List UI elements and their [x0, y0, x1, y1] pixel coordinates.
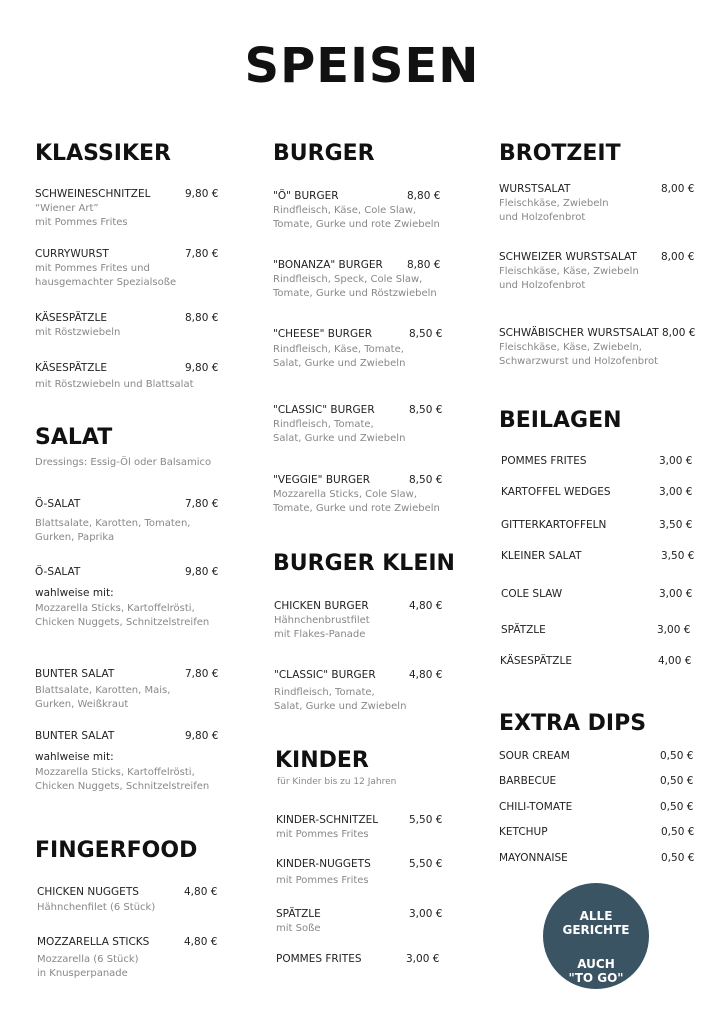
item-price: 9,80 €: [185, 730, 219, 742]
section-heading-burger-klein: BURGER KLEIN: [273, 551, 455, 576]
item-price: 4,80 €: [409, 600, 443, 612]
item-name: BUNTER SALAT: [35, 668, 115, 680]
item-price: 8,00 €: [662, 327, 696, 339]
item-price: 7,80 €: [185, 248, 219, 260]
item-name: MAYONNAISE: [499, 852, 568, 864]
item-description: Rindfleisch, Tomate, Salat, Gurke und Zwiebeln: [274, 687, 407, 712]
item-name: "CHEESE" BURGER: [273, 328, 373, 340]
section-heading-burger: BURGER: [273, 141, 375, 166]
section-heading-klassiker: KLASSIKER: [35, 141, 171, 166]
item-price: 9,80 €: [185, 566, 219, 578]
item-name: WURSTSALAT: [499, 183, 571, 195]
item-name: KÄSESPÄTZLE: [35, 362, 107, 374]
item-price: 8,00 €: [661, 183, 695, 195]
item-price: 3,50 €: [659, 519, 693, 531]
item-price: 3,00 €: [659, 455, 693, 467]
item-price: 4,80 €: [409, 669, 443, 681]
item-name: Ö-SALAT: [35, 566, 81, 578]
item-description: mit Pommes Frites: [276, 829, 369, 840]
section-heading-fingerfood: FINGERFOOD: [35, 838, 198, 863]
item-price: 7,80 €: [185, 498, 219, 510]
item-price: 8,50 €: [409, 474, 443, 486]
item-price: 8,80 €: [185, 312, 219, 324]
item-price: 0,50 €: [661, 826, 695, 838]
item-price: 4,80 €: [184, 886, 218, 898]
item-name: KÄSESPÄTZLE: [35, 312, 107, 324]
item-price: 0,50 €: [660, 801, 694, 813]
item-name: CHILI-TOMATE: [499, 801, 573, 813]
item-name: "CLASSIC" BURGER: [274, 669, 376, 681]
item-price: 0,50 €: [661, 852, 695, 864]
item-description: Blattsalate, Karotten, Tomaten, Gurken, Paprika: [35, 518, 191, 543]
item-price: 4,00 €: [658, 655, 692, 667]
item-description: Mozzarella (6 Stück) in Knusperpanade: [37, 954, 139, 979]
item-name: KINDER-SCHNITZEL: [276, 814, 379, 826]
section-heading-brotzeit: BROTZEIT: [499, 141, 621, 166]
item-price: 3,50 €: [661, 550, 695, 562]
item-description: Mozzarella Sticks, Cole Slaw, Tomate, Gurke und rote Zwiebeln: [273, 489, 440, 514]
item-name: COLE SLAW: [501, 588, 563, 600]
item-name: SOUR CREAM: [499, 750, 570, 762]
item-name: MOZZARELLA STICKS: [37, 936, 150, 948]
item-name: "Ö" BURGER: [273, 190, 339, 202]
page-title: SPEISEN: [244, 38, 480, 94]
item-description: Fleischkäse, Käse, Zwiebeln und Holzofenbrot: [499, 266, 639, 291]
item-subtitle: wahlweise mit:: [35, 751, 114, 763]
item-price: 3,00 €: [409, 908, 443, 920]
item-name: SCHWEINESCHNITZEL: [35, 188, 151, 200]
item-name: POMMES FRITES: [276, 953, 362, 965]
item-description: Fleischkäse, Käse, Zwiebeln, Schwarzwurst und Holzofenbrot: [499, 342, 659, 367]
item-description: Rindfleisch, Käse, Tomate, Salat, Gurke und Zwiebeln: [273, 344, 406, 369]
item-price: 5,50 €: [409, 858, 443, 870]
item-price: 4,80 €: [184, 936, 218, 948]
item-description: “Wiener Art” mit Pommes Frites: [35, 203, 128, 228]
item-name: BARBECUE: [499, 775, 557, 787]
item-name: KINDER-NUGGETS: [276, 858, 371, 870]
section-heading-beilagen: BEILAGEN: [499, 408, 622, 433]
item-description: Rindfleisch, Käse, Cole Slaw, Tomate, Gurke und rote Zwiebeln: [273, 205, 440, 230]
item-description: Hähnchenbrustfilet mit Flakes-Panade: [274, 615, 370, 640]
item-price: 3,00 €: [659, 588, 693, 600]
item-description: Rindfleisch, Tomate, Salat, Gurke und Zwiebeln: [273, 419, 406, 444]
item-price: 0,50 €: [660, 775, 694, 787]
item-name: "CLASSIC" BURGER: [273, 404, 375, 416]
item-name: "BONANZA" BURGER: [273, 259, 383, 271]
item-name: SPÄTZLE: [276, 908, 321, 920]
item-description: mit Pommes Frites: [276, 875, 369, 886]
item-name: KARTOFFEL WEDGES: [501, 486, 611, 498]
item-name: POMMES FRITES: [501, 455, 587, 467]
section-note: für Kinder bis zu 12 Jahren: [277, 777, 397, 787]
item-price: 8,80 €: [407, 190, 441, 202]
item-name: CHICKEN BURGER: [274, 600, 369, 612]
item-description: Fleischkäse, Zwiebeln und Holzofenbrot: [499, 198, 609, 223]
item-description: mit Pommes Frites und hausgemachter Spezialsoße: [35, 263, 177, 288]
badge-line: "TO GO": [568, 971, 624, 985]
item-name: KLEINER SALAT: [501, 550, 582, 562]
item-description: mit Röstzwiebeln: [35, 327, 121, 338]
to-go-badge: [543, 883, 649, 989]
item-description: Rindfleisch, Speck, Cole Slaw, Tomate, Gurke und Röstzwiebeln: [273, 274, 437, 299]
item-name: KETCHUP: [499, 826, 548, 838]
section-heading-kinder: KINDER: [275, 748, 369, 773]
item-description: mit Röstzwiebeln und Blattsalat: [35, 379, 194, 390]
badge-line: AUCH: [577, 957, 615, 971]
item-name: CURRYWURST: [35, 248, 109, 260]
item-price: 5,50 €: [409, 814, 443, 826]
item-description: Blattsalate, Karotten, Mais, Gurken, Weißkraut: [35, 685, 171, 710]
item-price: 0,50 €: [660, 750, 694, 762]
item-price: 8,50 €: [409, 404, 443, 416]
item-price: 3,00 €: [406, 953, 440, 965]
item-price: 8,00 €: [661, 251, 695, 263]
item-name: "VEGGIE" BURGER: [273, 474, 371, 486]
item-description: Mozzarella Sticks, Kartoffelrösti, Chicken Nuggets, Schnitzelstreifen: [35, 767, 210, 792]
item-price: 7,80 €: [185, 668, 219, 680]
item-description: Mozzarella Sticks, Kartoffelrösti, Chicken Nuggets, Schnitzelstreifen: [35, 603, 210, 628]
item-name: BUNTER SALAT: [35, 730, 115, 742]
item-price: 3,00 €: [657, 624, 691, 636]
item-subtitle: wahlweise mit:: [35, 587, 114, 599]
item-price: 9,80 €: [185, 362, 219, 374]
item-price: 3,00 €: [659, 486, 693, 498]
item-name: KÄSESPÄTZLE: [500, 655, 572, 667]
badge-line: GERICHTE: [562, 923, 630, 937]
section-heading-salat: SALAT: [35, 425, 113, 450]
item-description: mit Soße: [276, 923, 321, 934]
item-price: 8,50 €: [409, 328, 443, 340]
section-note: Dressings: Essig-Öl oder Balsamico: [35, 457, 212, 468]
item-name: CHICKEN NUGGETS: [37, 886, 139, 898]
section-heading-extra-dips: EXTRA DIPS: [499, 711, 647, 736]
item-name: Ö-SALAT: [35, 498, 81, 510]
item-name: SCHWEIZER WURSTSALAT: [499, 251, 637, 263]
item-name: SCHWÄBISCHER WURSTSALAT: [499, 327, 659, 339]
item-price: 8,80 €: [407, 259, 441, 271]
item-name: GITTERKARTOFFELN: [501, 519, 607, 531]
item-price: 9,80 €: [185, 188, 219, 200]
item-description: Hähnchenfilet (6 Stück): [37, 902, 156, 913]
badge-line: ALLE: [579, 909, 613, 923]
item-name: SPÄTZLE: [501, 624, 546, 636]
